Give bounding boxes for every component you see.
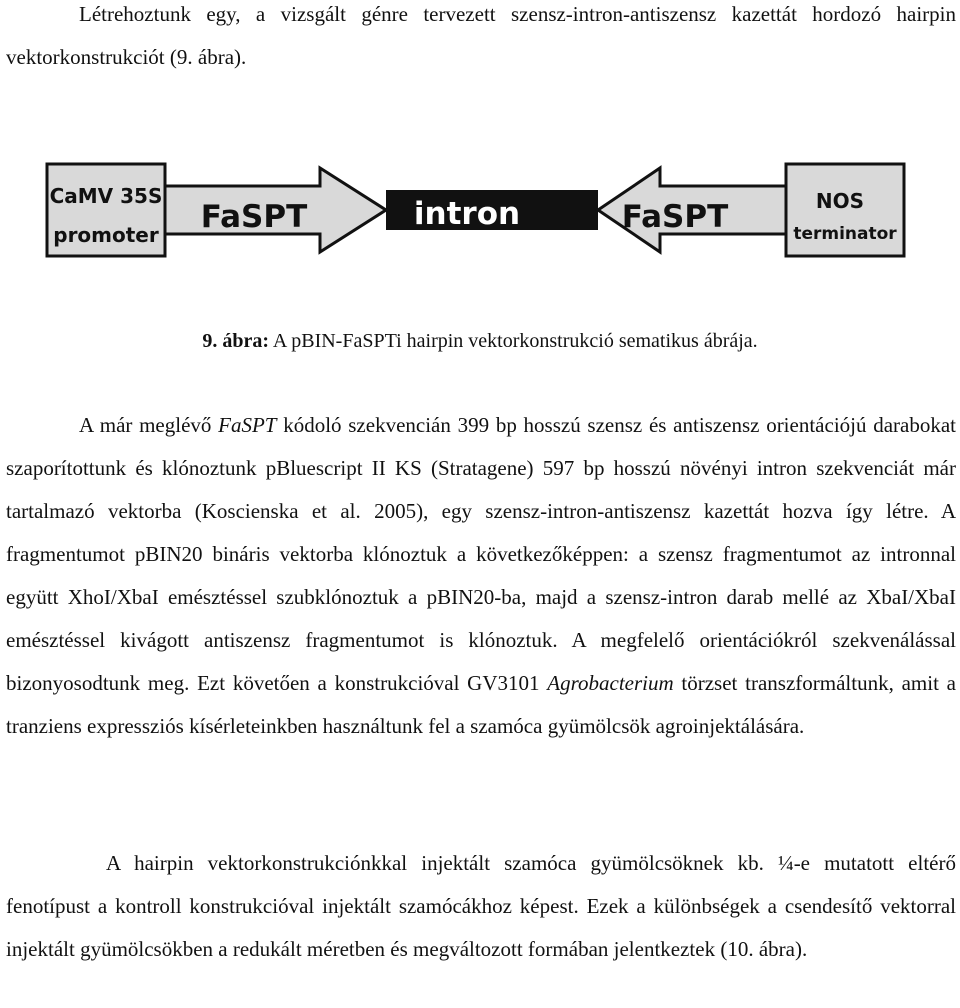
paragraph-methods-text-b: kódoló szekvencián 399 bp hosszú szensz és antiszensz orientációjú darabokat szaporítottunk és klónoztunk pBluescript II KS (Stratagene) 597 bp hosszú növényi intron szekvenciát már tartalmazó vektorba (Koscienska et al. 2005), egy szensz-intron-antiszensz kazettát hozva így létre. A fragmentumot pBIN20 bináris vektorba klónoztuk a következőképpen: a szensz fragmentumot az intronnal együtt XhoI/XbaI emésztéssel szubklónoztuk a pBIN20-ba, majd a szensz-intron darab mellé az XbaI/XbaI emésztéssel kivágott antiszensz fragmentumot is klónoztuk. A megfelelő orientációkról szekvenálással bizonyosodtunk meg. Ezt követően a konstrukcióval GV3101 xyxy=(6,413,956,695)
paragraph-results xyxy=(6,842,956,971)
species-name: Agrobacterium xyxy=(547,671,674,695)
paragraph-methods-text-c: törzset transzformáltunk, amit a tranziens expressziós kísérleteinkben használtunk fel a szamóca gyümölcsök agroinjektálására. xyxy=(6,671,956,738)
figure-caption xyxy=(0,326,960,356)
gene-name: FaSPT xyxy=(218,413,277,437)
promoter-label-line1: CaMV 35S xyxy=(49,184,163,208)
terminator-label-line1: NOS xyxy=(815,189,865,213)
intron-label: intron xyxy=(413,196,521,232)
paragraph-intro-text: Létrehoztunk egy, a vizsgált génre tervezett szensz-intron-antiszensz kazettát hordozó hairpin vektorkonstrukciót (9. ábra). xyxy=(6,2,956,69)
caption-text: A pBIN-FaSPTi hairpin vektorkonstrukció sematikus ábrája. xyxy=(269,330,758,352)
caption-label: 9. ábra: xyxy=(202,330,269,352)
antisense-faspt-label: FaSPT xyxy=(621,199,729,235)
promoter-label-line2: promoter xyxy=(53,223,159,247)
figure-9 xyxy=(0,82,960,322)
paragraph-methods-text-a: A már meglévő xyxy=(79,413,219,437)
paragraph-methods xyxy=(6,404,956,748)
vector-construct-diagram xyxy=(0,82,960,322)
paragraph-results-text: A hairpin vektorkonstrukciónkkal injektált szamóca gyümölcsöknek kb. ¼-e mutatott eltérő fenotípust a kontroll konstrukcióval injektált szamócákhoz képest. Ezek a különbségek a csendesítő vektorral injektált gyümölcsökben a redukált méretben és megváltozott formában jelentkeztek (10. ábra). xyxy=(6,851,956,961)
sense-faspt-label: FaSPT xyxy=(200,199,308,235)
paragraph-intro xyxy=(6,0,956,79)
terminator-label-line2: terminator xyxy=(793,224,897,244)
